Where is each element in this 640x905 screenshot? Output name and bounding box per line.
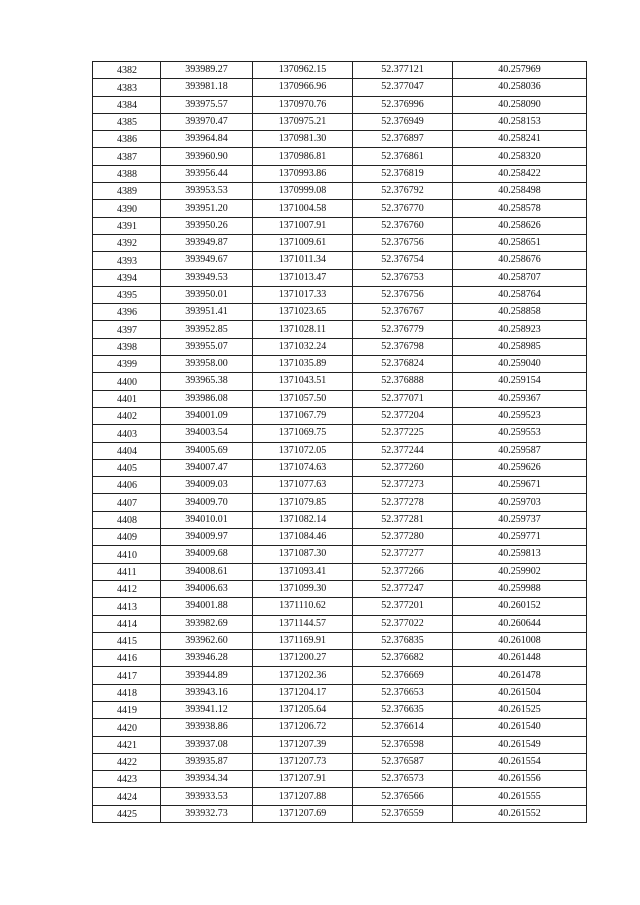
point-number-cell: 4390	[93, 200, 161, 217]
latitude-cell: 52.376996	[353, 96, 453, 113]
y-coordinate-cell: 1371011.34	[253, 252, 353, 269]
latitude-cell: 52.376779	[353, 321, 453, 338]
latitude-cell: 52.376760	[353, 217, 453, 234]
y-coordinate-cell: 1371023.65	[253, 304, 353, 321]
point-number-cell: 4423	[93, 771, 161, 788]
y-coordinate-cell: 1371099.30	[253, 580, 353, 597]
latitude-cell: 52.376598	[353, 736, 453, 753]
x-coordinate-cell: 393935.87	[161, 753, 253, 770]
latitude-cell: 52.376819	[353, 165, 453, 182]
latitude-cell: 52.377266	[353, 563, 453, 580]
y-coordinate-cell: 1371013.47	[253, 269, 353, 286]
table-row	[93, 62, 587, 79]
x-coordinate-cell: 393934.34	[161, 771, 253, 788]
point-number-cell: 4388	[93, 165, 161, 182]
x-coordinate-cell: 393964.84	[161, 131, 253, 148]
y-coordinate-cell: 1371200.27	[253, 650, 353, 667]
longitude-cell: 40.259737	[453, 511, 587, 528]
longitude-cell: 40.259813	[453, 546, 587, 563]
point-number-cell: 4404	[93, 442, 161, 459]
table-row	[93, 529, 587, 546]
longitude-cell: 40.259671	[453, 477, 587, 494]
x-coordinate-cell: 394008.61	[161, 563, 253, 580]
y-coordinate-cell: 1371082.14	[253, 511, 353, 528]
longitude-cell: 40.259523	[453, 407, 587, 424]
longitude-cell: 40.261540	[453, 719, 587, 736]
x-coordinate-cell: 393950.26	[161, 217, 253, 234]
x-coordinate-cell: 394009.68	[161, 546, 253, 563]
table-row	[93, 234, 587, 251]
coordinates-table	[92, 61, 587, 823]
x-coordinate-cell: 393955.07	[161, 338, 253, 355]
longitude-cell: 40.261478	[453, 667, 587, 684]
table-row	[93, 200, 587, 217]
longitude-cell: 40.258707	[453, 269, 587, 286]
latitude-cell: 52.377225	[353, 425, 453, 442]
table-row	[93, 79, 587, 96]
point-number-cell: 4385	[93, 113, 161, 130]
point-number-cell: 4420	[93, 719, 161, 736]
longitude-cell: 40.259703	[453, 494, 587, 511]
y-coordinate-cell: 1371057.50	[253, 390, 353, 407]
table-row	[93, 407, 587, 424]
longitude-cell: 40.258676	[453, 252, 587, 269]
table-row	[93, 598, 587, 615]
table-row	[93, 805, 587, 822]
latitude-cell: 52.376798	[353, 338, 453, 355]
x-coordinate-cell: 393951.41	[161, 304, 253, 321]
point-number-cell: 4387	[93, 148, 161, 165]
longitude-cell: 40.259587	[453, 442, 587, 459]
longitude-cell: 40.260644	[453, 615, 587, 632]
table-row	[93, 148, 587, 165]
point-number-cell: 4386	[93, 131, 161, 148]
longitude-cell: 40.261525	[453, 701, 587, 718]
table-row	[93, 217, 587, 234]
table-row	[93, 546, 587, 563]
longitude-cell: 40.259902	[453, 563, 587, 580]
point-number-cell: 4406	[93, 477, 161, 494]
latitude-cell: 52.376573	[353, 771, 453, 788]
latitude-cell: 52.376682	[353, 650, 453, 667]
table-row	[93, 390, 587, 407]
table-row	[93, 113, 587, 130]
latitude-cell: 52.377201	[353, 598, 453, 615]
point-number-cell: 4407	[93, 494, 161, 511]
longitude-cell: 40.258320	[453, 148, 587, 165]
y-coordinate-cell: 1371028.11	[253, 321, 353, 338]
latitude-cell: 52.376861	[353, 148, 453, 165]
point-number-cell: 4400	[93, 373, 161, 390]
coordinates-table-body	[93, 62, 587, 823]
table-row	[93, 511, 587, 528]
point-number-cell: 4412	[93, 580, 161, 597]
x-coordinate-cell: 394005.69	[161, 442, 253, 459]
x-coordinate-cell: 393986.08	[161, 390, 253, 407]
table-row	[93, 494, 587, 511]
table-row	[93, 252, 587, 269]
point-number-cell: 4397	[93, 321, 161, 338]
latitude-cell: 52.377277	[353, 546, 453, 563]
table-row	[93, 477, 587, 494]
longitude-cell: 40.258651	[453, 234, 587, 251]
y-coordinate-cell: 1371207.73	[253, 753, 353, 770]
point-number-cell: 4411	[93, 563, 161, 580]
latitude-cell: 52.376888	[353, 373, 453, 390]
y-coordinate-cell: 1370975.21	[253, 113, 353, 130]
latitude-cell: 52.377204	[353, 407, 453, 424]
y-coordinate-cell: 1371077.63	[253, 477, 353, 494]
longitude-cell: 40.259154	[453, 373, 587, 390]
y-coordinate-cell: 1371202.36	[253, 667, 353, 684]
table-row	[93, 459, 587, 476]
x-coordinate-cell: 393962.60	[161, 632, 253, 649]
x-coordinate-cell: 394010.01	[161, 511, 253, 528]
point-number-cell: 4410	[93, 546, 161, 563]
longitude-cell: 40.258498	[453, 183, 587, 200]
y-coordinate-cell: 1371069.75	[253, 425, 353, 442]
table-row	[93, 788, 587, 805]
longitude-cell: 40.261504	[453, 684, 587, 701]
y-coordinate-cell: 1371205.64	[253, 701, 353, 718]
x-coordinate-cell: 393944.89	[161, 667, 253, 684]
latitude-cell: 52.376756	[353, 286, 453, 303]
point-number-cell: 4421	[93, 736, 161, 753]
y-coordinate-cell: 1371009.61	[253, 234, 353, 251]
longitude-cell: 40.258923	[453, 321, 587, 338]
x-coordinate-cell: 393949.87	[161, 234, 253, 251]
latitude-cell: 52.376824	[353, 356, 453, 373]
table-row	[93, 632, 587, 649]
x-coordinate-cell: 394001.09	[161, 407, 253, 424]
y-coordinate-cell: 1371074.63	[253, 459, 353, 476]
y-coordinate-cell: 1371204.17	[253, 684, 353, 701]
y-coordinate-cell: 1371110.62	[253, 598, 353, 615]
y-coordinate-cell: 1371084.46	[253, 529, 353, 546]
point-number-cell: 4408	[93, 511, 161, 528]
y-coordinate-cell: 1371207.39	[253, 736, 353, 753]
x-coordinate-cell: 394007.47	[161, 459, 253, 476]
x-coordinate-cell: 393958.00	[161, 356, 253, 373]
point-number-cell: 4394	[93, 269, 161, 286]
table-row	[93, 356, 587, 373]
point-number-cell: 4424	[93, 788, 161, 805]
table-row	[93, 719, 587, 736]
point-number-cell: 4417	[93, 667, 161, 684]
point-number-cell: 4401	[93, 390, 161, 407]
y-coordinate-cell: 1371207.91	[253, 771, 353, 788]
point-number-cell: 4409	[93, 529, 161, 546]
latitude-cell: 52.376753	[353, 269, 453, 286]
table-row	[93, 96, 587, 113]
y-coordinate-cell: 1371093.41	[253, 563, 353, 580]
table-row	[93, 615, 587, 632]
table-row	[93, 563, 587, 580]
point-number-cell: 4414	[93, 615, 161, 632]
x-coordinate-cell: 393949.67	[161, 252, 253, 269]
y-coordinate-cell: 1371017.33	[253, 286, 353, 303]
table-row	[93, 425, 587, 442]
point-number-cell: 4419	[93, 701, 161, 718]
latitude-cell: 52.377281	[353, 511, 453, 528]
x-coordinate-cell: 393943.16	[161, 684, 253, 701]
longitude-cell: 40.261556	[453, 771, 587, 788]
longitude-cell: 40.258578	[453, 200, 587, 217]
y-coordinate-cell: 1370993.86	[253, 165, 353, 182]
longitude-cell: 40.258626	[453, 217, 587, 234]
y-coordinate-cell: 1371169.91	[253, 632, 353, 649]
longitude-cell: 40.261448	[453, 650, 587, 667]
x-coordinate-cell: 394006.63	[161, 580, 253, 597]
y-coordinate-cell: 1371144.57	[253, 615, 353, 632]
x-coordinate-cell: 394009.03	[161, 477, 253, 494]
longitude-cell: 40.259367	[453, 390, 587, 407]
y-coordinate-cell: 1370966.96	[253, 79, 353, 96]
latitude-cell: 52.377244	[353, 442, 453, 459]
table-row	[93, 373, 587, 390]
x-coordinate-cell: 393952.85	[161, 321, 253, 338]
longitude-cell: 40.261549	[453, 736, 587, 753]
longitude-cell: 40.258036	[453, 79, 587, 96]
x-coordinate-cell: 394009.97	[161, 529, 253, 546]
latitude-cell: 52.377047	[353, 79, 453, 96]
y-coordinate-cell: 1371004.58	[253, 200, 353, 217]
y-coordinate-cell: 1371007.91	[253, 217, 353, 234]
point-number-cell: 4398	[93, 338, 161, 355]
latitude-cell: 52.376754	[353, 252, 453, 269]
y-coordinate-cell: 1370962.15	[253, 62, 353, 79]
point-number-cell: 4403	[93, 425, 161, 442]
point-number-cell: 4413	[93, 598, 161, 615]
point-number-cell: 4396	[93, 304, 161, 321]
latitude-cell: 52.376559	[353, 805, 453, 822]
longitude-cell: 40.259988	[453, 580, 587, 597]
table-row	[93, 650, 587, 667]
x-coordinate-cell: 393975.57	[161, 96, 253, 113]
point-number-cell: 4389	[93, 183, 161, 200]
latitude-cell: 52.376897	[353, 131, 453, 148]
x-coordinate-cell: 393932.73	[161, 805, 253, 822]
point-number-cell: 4395	[93, 286, 161, 303]
latitude-cell: 52.376756	[353, 234, 453, 251]
table-row	[93, 667, 587, 684]
longitude-cell: 40.257969	[453, 62, 587, 79]
point-number-cell: 4383	[93, 79, 161, 96]
table-row	[93, 183, 587, 200]
longitude-cell: 40.258090	[453, 96, 587, 113]
latitude-cell: 52.376566	[353, 788, 453, 805]
x-coordinate-cell: 393956.44	[161, 165, 253, 182]
longitude-cell: 40.259771	[453, 529, 587, 546]
latitude-cell: 52.376614	[353, 719, 453, 736]
point-number-cell: 4422	[93, 753, 161, 770]
y-coordinate-cell: 1371067.79	[253, 407, 353, 424]
latitude-cell: 52.376770	[353, 200, 453, 217]
x-coordinate-cell: 394009.70	[161, 494, 253, 511]
y-coordinate-cell: 1371207.69	[253, 805, 353, 822]
longitude-cell: 40.258241	[453, 131, 587, 148]
longitude-cell: 40.258764	[453, 286, 587, 303]
table-row	[93, 736, 587, 753]
latitude-cell: 52.376835	[353, 632, 453, 649]
y-coordinate-cell: 1371087.30	[253, 546, 353, 563]
y-coordinate-cell: 1370970.76	[253, 96, 353, 113]
latitude-cell: 52.377273	[353, 477, 453, 494]
table-row	[93, 753, 587, 770]
latitude-cell: 52.377121	[353, 62, 453, 79]
table-row	[93, 771, 587, 788]
latitude-cell: 52.377260	[353, 459, 453, 476]
table-row	[93, 269, 587, 286]
point-number-cell: 4391	[93, 217, 161, 234]
table-row	[93, 321, 587, 338]
latitude-cell: 52.377022	[353, 615, 453, 632]
longitude-cell: 40.258858	[453, 304, 587, 321]
x-coordinate-cell: 393938.86	[161, 719, 253, 736]
longitude-cell: 40.258985	[453, 338, 587, 355]
x-coordinate-cell: 393981.18	[161, 79, 253, 96]
x-coordinate-cell: 393970.47	[161, 113, 253, 130]
latitude-cell: 52.376949	[353, 113, 453, 130]
table-row	[93, 701, 587, 718]
longitude-cell: 40.260152	[453, 598, 587, 615]
point-number-cell: 4384	[93, 96, 161, 113]
point-number-cell: 4399	[93, 356, 161, 373]
longitude-cell: 40.261554	[453, 753, 587, 770]
table-row	[93, 338, 587, 355]
x-coordinate-cell: 393960.90	[161, 148, 253, 165]
y-coordinate-cell: 1370999.08	[253, 183, 353, 200]
x-coordinate-cell: 393950.01	[161, 286, 253, 303]
longitude-cell: 40.258422	[453, 165, 587, 182]
latitude-cell: 52.377247	[353, 580, 453, 597]
y-coordinate-cell: 1371072.05	[253, 442, 353, 459]
table-row	[93, 580, 587, 597]
x-coordinate-cell: 394003.54	[161, 425, 253, 442]
point-number-cell: 4392	[93, 234, 161, 251]
latitude-cell: 52.376792	[353, 183, 453, 200]
latitude-cell: 52.376767	[353, 304, 453, 321]
table-row	[93, 442, 587, 459]
latitude-cell: 52.376635	[353, 701, 453, 718]
point-number-cell: 4416	[93, 650, 161, 667]
y-coordinate-cell: 1371035.89	[253, 356, 353, 373]
y-coordinate-cell: 1370986.81	[253, 148, 353, 165]
latitude-cell: 52.376587	[353, 753, 453, 770]
latitude-cell: 52.376653	[353, 684, 453, 701]
point-number-cell: 4415	[93, 632, 161, 649]
point-number-cell: 4402	[93, 407, 161, 424]
longitude-cell: 40.261008	[453, 632, 587, 649]
x-coordinate-cell: 393989.27	[161, 62, 253, 79]
x-coordinate-cell: 393951.20	[161, 200, 253, 217]
latitude-cell: 52.377278	[353, 494, 453, 511]
x-coordinate-cell: 393949.53	[161, 269, 253, 286]
y-coordinate-cell: 1371043.51	[253, 373, 353, 390]
longitude-cell: 40.261552	[453, 805, 587, 822]
point-number-cell: 4393	[93, 252, 161, 269]
longitude-cell: 40.261555	[453, 788, 587, 805]
point-number-cell: 4382	[93, 62, 161, 79]
y-coordinate-cell: 1371032.24	[253, 338, 353, 355]
x-coordinate-cell: 393982.69	[161, 615, 253, 632]
longitude-cell: 40.259040	[453, 356, 587, 373]
table-row	[93, 165, 587, 182]
x-coordinate-cell: 393937.08	[161, 736, 253, 753]
x-coordinate-cell: 393941.12	[161, 701, 253, 718]
table-row	[93, 131, 587, 148]
point-number-cell: 4425	[93, 805, 161, 822]
latitude-cell: 52.377280	[353, 529, 453, 546]
y-coordinate-cell: 1371079.85	[253, 494, 353, 511]
latitude-cell: 52.376669	[353, 667, 453, 684]
point-number-cell: 4405	[93, 459, 161, 476]
point-number-cell: 4418	[93, 684, 161, 701]
y-coordinate-cell: 1370981.30	[253, 131, 353, 148]
x-coordinate-cell: 393933.53	[161, 788, 253, 805]
x-coordinate-cell: 393946.28	[161, 650, 253, 667]
table-row	[93, 684, 587, 701]
longitude-cell: 40.258153	[453, 113, 587, 130]
longitude-cell: 40.259553	[453, 425, 587, 442]
y-coordinate-cell: 1371206.72	[253, 719, 353, 736]
latitude-cell: 52.377071	[353, 390, 453, 407]
table-row	[93, 286, 587, 303]
y-coordinate-cell: 1371207.88	[253, 788, 353, 805]
x-coordinate-cell: 393965.38	[161, 373, 253, 390]
x-coordinate-cell: 394001.88	[161, 598, 253, 615]
x-coordinate-cell: 393953.53	[161, 183, 253, 200]
longitude-cell: 40.259626	[453, 459, 587, 476]
table-row	[93, 304, 587, 321]
